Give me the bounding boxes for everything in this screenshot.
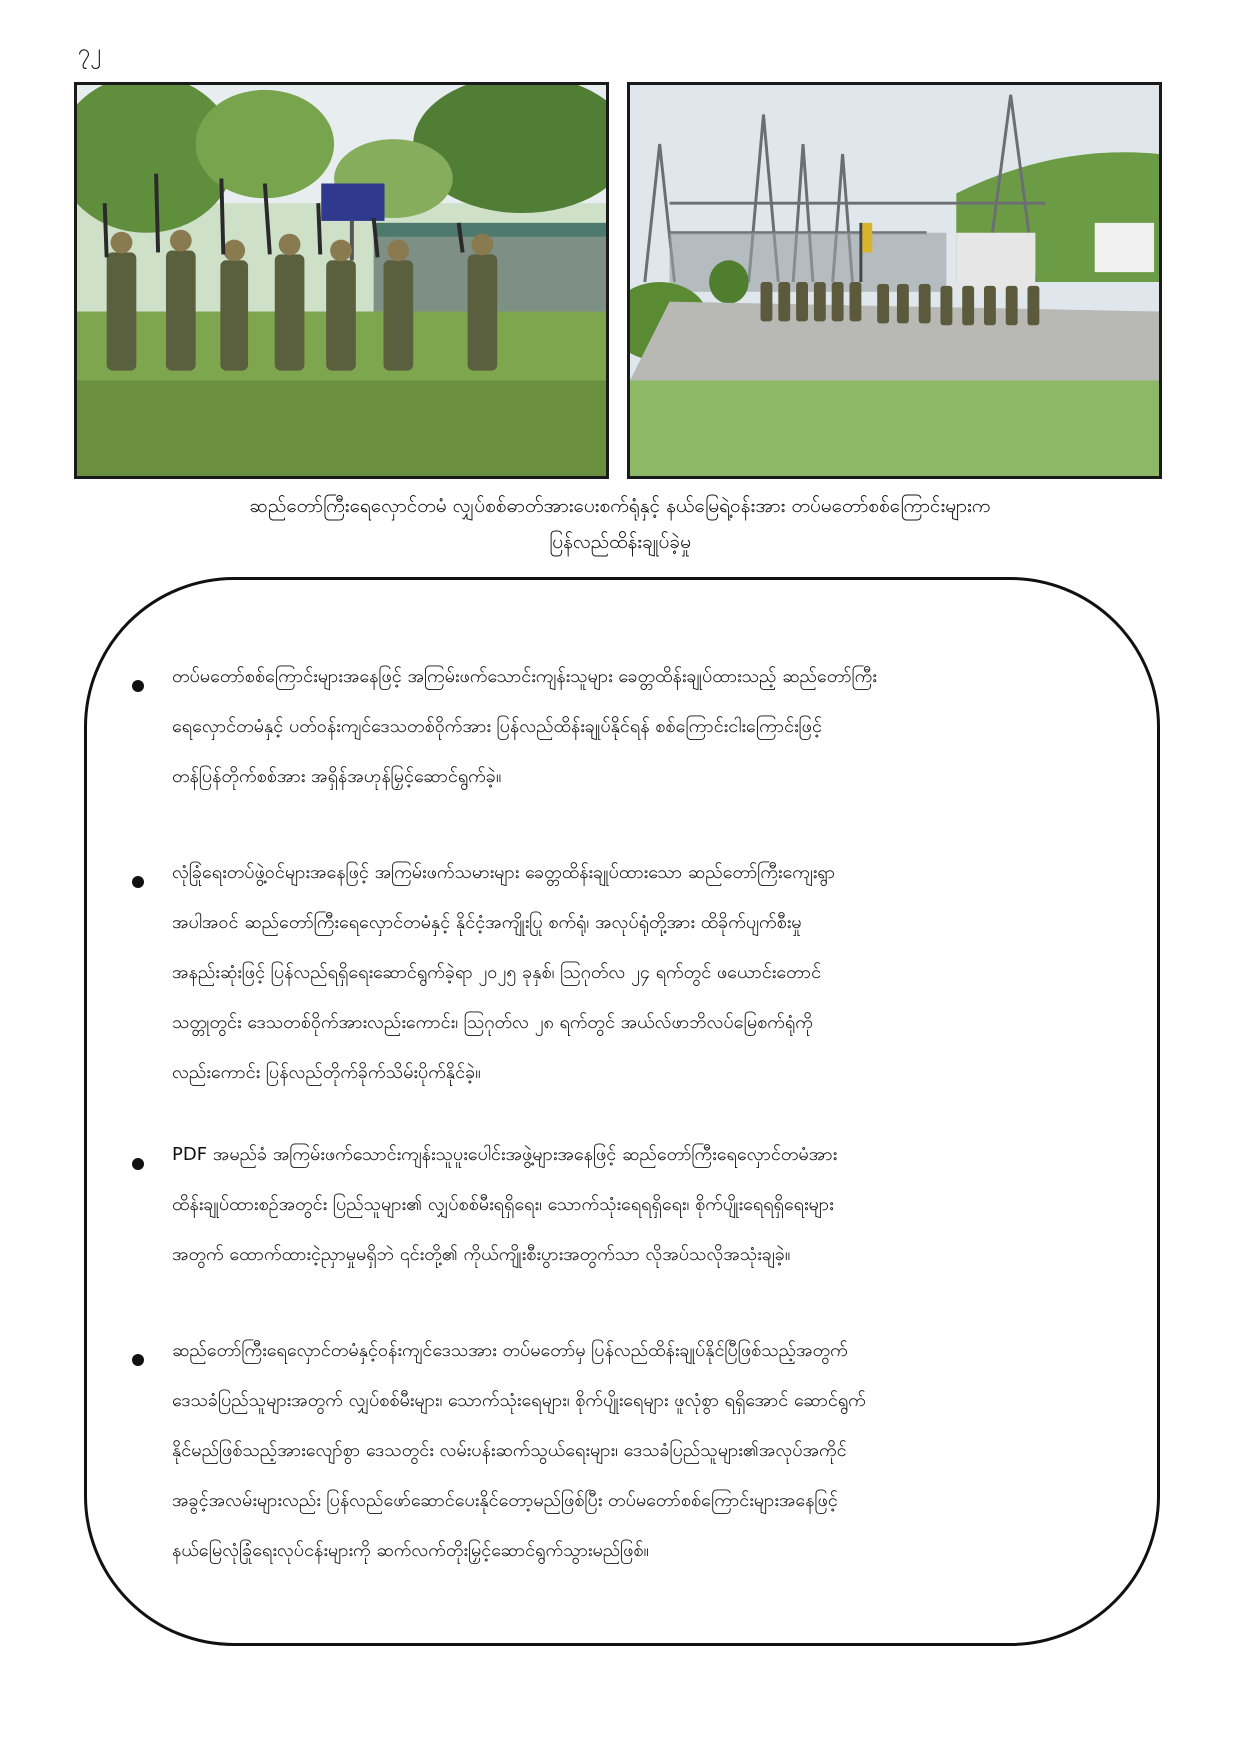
bullet-text-line: ရေလှောင်တမံနှင့် ပတ်ဝန်းကျင်ဒေသတစ်ဝိုက်အား ပြန်လည်ထိန်းချုပ်နိုင်ရန် စစ်ကြောင်းငါးကြောင်းဖြင့်	[172, 716, 822, 737]
bullet-text-line: လည်းကောင်း ပြန်လည်တိုက်ခိုက်သိမ်းပိုက်နိုင်ခဲ့။	[172, 1062, 481, 1083]
substation-photo	[627, 82, 1162, 479]
bullet-dot-icon	[132, 876, 144, 888]
bullet-dot-icon	[132, 1354, 144, 1366]
caption-line-1: ဆည်တော်ကြီးရေလှောင်တမံ လျှပ်စစ်ဓာတ်အားပေးစက်ရုံနှင့် နယ်မြေရဲ့ဝန်းအား တပ်မတော်စစ်ကြောင်းများက	[249, 495, 991, 517]
bullet-text-line: လုံခြုံရေးတပ်ဖွဲ့ဝင်များအနေဖြင့် အကြမ်းဖက်သမားများ ခေတ္တထိန်းချုပ်ထားသော ဆည်တော်ကြီးကျေးရွာ	[172, 862, 836, 883]
bullet-dot-icon	[132, 680, 144, 692]
photo-caption	[120, 488, 1120, 560]
content-box	[84, 577, 1160, 1646]
bullet-text-line: ထိန်းချုပ်ထားစဉ်အတွင်း ပြည်သူများ၏ လျှပ်စစ်မီးရရှိရေး၊ သောက်သုံးရေရရှိရေး၊ စိုက်ပျိုးရေရရှိရေးများ	[172, 1194, 834, 1215]
bullet-text-line: ဆည်တော်ကြီးရေလှောင်တမံနှင့်ဝန်းကျင်ဒေသအား တပ်မတော်မှ ပြန်လည်ထိန်းချုပ်နိုင်ပြီဖြစ်သည့်အတွက်	[172, 1340, 848, 1361]
bullet-dot-icon	[132, 1158, 144, 1170]
bullet-text-line: နယ်မြေလုံခြုံရေးလုပ်ငန်းများကို ဆက်လက်တိုးမြှင့်ဆောင်ရွက်သွားမည်ဖြစ်။	[172, 1540, 650, 1561]
bullet-text-line: PDF အမည်ခံ အကြမ်းဖက်သောင်းကျန်းသူပူးပေါင်းအဖွဲ့များအနေဖြင့် ဆည်တော်ကြီးရေလှောင်တမံအား	[172, 1144, 838, 1165]
bullet-text-line: တပ်မတော်စစ်ကြောင်းများအနေဖြင့် အကြမ်းဖက်သောင်းကျန်းသူများ ခေတ္တထိန်းချုပ်ထားသည့် ဆည်တော်ကြီး	[172, 666, 877, 687]
soldiers-photo	[74, 82, 609, 479]
bullet-text-line: ဒေသခံပြည်သူများအတွက် လျှပ်စစ်မီးများ၊ သောက်သုံးရေများ၊ စိုက်ပျိုးရေများ ဖူလုံစွာ ရရှိအောင် ဆောင်ရွက်	[172, 1390, 866, 1411]
caption-line-2: ပြန်လည်ထိန်းချုပ်ခဲ့မှု	[549, 531, 691, 553]
bullet-text-line: တန်ပြန်တိုက်စစ်အား အရှိန်အဟုန်မြှင့်ဆောင်ရွက်ခဲ့။	[172, 766, 502, 787]
bullet-text-line: အတွက် ထောက်ထားငဲ့ညှာမှုမရှိဘဲ ၎င်းတို့၏ ကိုယ်ကျိုးစီးပွားအတွက်သာ လိုအပ်သလိုအသုံးချခဲ့။	[172, 1244, 791, 1265]
bullet-text-line: နိုင်မည်ဖြစ်သည့်အားလျော်စွာ ဒေသတွင်း လမ်းပန်းဆက်သွယ်ရေးများ၊ ဒေသခံပြည်သူများ၏အလုပ်အကိုင်	[172, 1440, 847, 1461]
bullet-text-line: သတ္တုတွင်း ဒေသတစ်ဝိုက်အားလည်းကောင်း၊ ဩဂုတ်လ ၂၈ ရက်တွင် အယ်လ်ဖာဘိလပ်မြေစက်ရုံကို	[172, 1012, 813, 1033]
bullet-text-line: အပါအဝင် ဆည်တော်ကြီးရေလှောင်တမံနှင့် နိုင်ငံ့အကျိုးပြု စက်ရုံ၊ အလုပ်ရုံတို့အား ထိခိုက်ပျက်စီးမှု	[172, 912, 802, 933]
bullet-text-line: အနည်းဆုံးဖြင့် ပြန်လည်ရရှိရေးဆောင်ရွက်ခဲ့ရာ ၂၀၂၅ ခုနှစ်၊ ဩဂုတ်လ ၂၄ ရက်တွင် ဖယောင်းတောင်	[172, 962, 822, 983]
page-number: ၇၂	[78, 40, 102, 65]
bullet-text-line: အခွင့်အလမ်းများလည်း ပြန်လည်ဖော်ဆောင်ပေးနိုင်တော့မည်ဖြစ်ပြီး တပ်မတော်စစ်ကြောင်းများအနေဖြင့်	[172, 1490, 838, 1511]
